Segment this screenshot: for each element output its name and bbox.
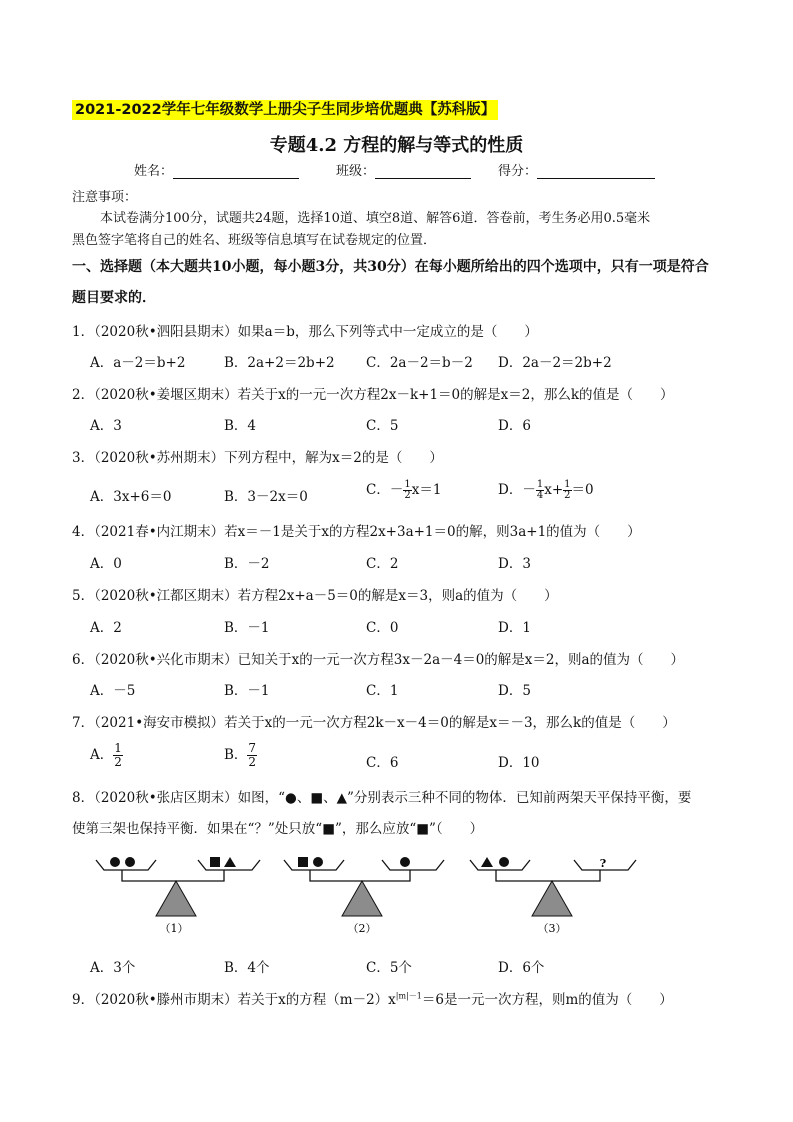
q6-option-b: B．－1	[224, 683, 270, 699]
q7-option-c: C．6	[366, 755, 399, 771]
question-2-stem: 2．（2020秋•姜堰区期末）若关于x的一元一次方程2x－k+1＝0的解是x＝2，那么k的值是（ ）	[72, 387, 674, 403]
fraction-numerator: 7	[248, 741, 257, 755]
circle-object	[110, 857, 120, 867]
q7-option-d: D．10	[498, 755, 540, 771]
circle-object	[125, 857, 135, 867]
q6-option-c: C．1	[366, 683, 399, 699]
question-7-stem: 7．（2021•海安市模拟）若关于x的一元一次方程2k－x－4＝0的解是x＝－3，那么k的值是（ ）	[72, 715, 676, 731]
square-object	[210, 857, 220, 867]
question-1-stem: 1．（2020秋•泗阳县期末）如果a＝b，那么下列等式中一定成立的是（ ）	[72, 324, 538, 340]
right-pan	[382, 860, 444, 870]
q3-option-d	[498, 478, 594, 501]
circle-object	[400, 857, 410, 867]
class-blank	[375, 164, 471, 179]
q1-option-a: A．a－2＝b+2	[90, 355, 186, 371]
fraction-denominator: 2	[248, 755, 257, 769]
circle-object	[499, 857, 509, 867]
q7-option-b-fraction	[247, 742, 257, 769]
q3-option-d-fraction-2	[563, 480, 571, 501]
balance-scale-3	[470, 857, 636, 935]
beam	[310, 870, 410, 881]
fulcrum-triangle	[342, 881, 382, 916]
square-object	[298, 857, 308, 867]
balance-scale-1	[96, 857, 260, 935]
scale-3-caption: （3）	[537, 922, 567, 935]
fraction-denominator: 2	[404, 490, 411, 501]
name-field	[134, 160, 299, 179]
question-mark: ?	[599, 857, 607, 870]
q8-option-b: B．4个	[224, 960, 270, 976]
score-label: 得分：	[498, 164, 538, 179]
fulcrum-triangle	[156, 881, 196, 916]
q4-option-c: C．2	[366, 556, 399, 572]
q4-option-d: D．3	[498, 556, 531, 572]
notice-line-2: 黑色签字笔将自己的姓名、班级等信息填写在试卷规定的位置．	[72, 233, 437, 248]
q7-option-a-fraction	[113, 742, 123, 769]
q4-option-a: A．0	[90, 556, 122, 572]
beam	[122, 870, 224, 881]
q8-option-d: D．6个	[498, 960, 545, 976]
score-field	[498, 160, 655, 179]
q3-option-d-suffix: ＝0	[571, 482, 594, 498]
beam	[496, 870, 600, 881]
notice-line-1: 本试卷满分100分，试题共24题，选择10道、填空8道、解答6道．答卷前，考生务必用0.5毫米	[100, 211, 651, 226]
q2-option-b: B．4	[224, 418, 257, 434]
question-5-stem: 5．（2020秋•江都区期末）若方程2x+a－5＝0的解是x＝3，则a的值为（ ）	[72, 588, 558, 604]
class-label: 班级：	[336, 164, 376, 179]
q6-option-d: D．5	[498, 683, 531, 699]
q9-stem-part-2: ＝6是一元一次方程，则m的值为（ ）	[421, 992, 673, 1008]
fraction-numerator: 1	[564, 479, 571, 490]
q5-option-b: B．－1	[224, 620, 270, 636]
q3-option-d-prefix: D．－	[498, 482, 536, 498]
q1-option-c: C．2a－2＝b－2	[366, 355, 473, 371]
q2-option-a: A．3	[90, 418, 122, 434]
fraction-denominator: 2	[114, 755, 122, 769]
q2-option-d: D．6	[498, 418, 531, 434]
q1-option-b: B．2a+2＝2b+2	[224, 355, 335, 371]
question-4-stem: 4．（2021春•内江期末）若x＝－1是关于x的方程2x+3a+1＝0的解，则3a+1的值为（ ）	[72, 524, 641, 540]
q7-option-b-label: B．	[224, 747, 248, 763]
q3-option-c-fraction	[403, 480, 411, 501]
worksheet-banner: 2021-2022学年七年级数学上册尖子生同步培优题典【苏科版】	[72, 100, 498, 120]
question-9-stem	[72, 988, 673, 1008]
q2-option-c: C．5	[366, 418, 399, 434]
fraction-numerator: 1	[536, 479, 544, 490]
section-heading-line-2: 题目要求的．	[72, 290, 156, 306]
balance-scale-2	[284, 857, 444, 935]
scale-1-caption: （1）	[159, 922, 189, 935]
q3-option-c-suffix: x＝1	[411, 482, 442, 498]
scale-2-caption: （2）	[347, 922, 377, 935]
circle-object	[313, 857, 323, 867]
balance-scales-figure	[90, 848, 650, 938]
question-8-stem-line-1: 8．（2020秋•张店区期末）如图，“●、■、▲”分别表示三种不同的物体．已知前两架天平保持平衡，要	[72, 790, 692, 806]
page-title: 专题4.2 方程的解与等式的性质	[269, 135, 524, 156]
class-field	[336, 160, 471, 179]
triangle-object	[481, 857, 493, 867]
q5-option-d: D．1	[498, 620, 531, 636]
notice-heading: 注意事项：	[72, 190, 138, 205]
q9-stem-part-1: 9．（2020秋•滕州市期末）若关于x的方程（m－2）x	[72, 992, 396, 1008]
q8-option-a: A．3个	[90, 960, 136, 976]
section-heading-line-1: 一、选择题（本大题共10小题，每小题3分，共30分）在每小题所给出的四个选项中，只有一项是符合	[72, 259, 709, 275]
q7-option-a	[90, 742, 123, 769]
q3-option-a: A．3x+6＝0	[90, 489, 172, 505]
question-8-stem-line-2: 使第三架也保持平衡．如果在“？”处只放“■”，那么应放“■”（ ）	[72, 821, 484, 837]
score-blank	[537, 164, 655, 179]
name-blank	[173, 164, 299, 179]
fraction-denominator: 2	[564, 490, 571, 501]
question-3-stem: 3．（2020秋•苏州期末）下列方程中，解为x＝2的是（ ）	[72, 450, 443, 466]
q6-option-a: A．－5	[90, 683, 136, 699]
q8-option-c: C．5个	[366, 960, 412, 976]
q7-option-a-label: A．	[90, 747, 114, 763]
q7-option-b	[224, 742, 257, 769]
q4-option-b: B．－2	[224, 556, 270, 572]
q3-option-d-fraction-1	[536, 480, 544, 501]
q3-option-b: B．3－2x＝0	[224, 489, 308, 505]
q3-option-d-middle: x+	[544, 482, 564, 498]
q5-option-c: C．0	[366, 620, 399, 636]
q1-option-d: D．2a－2＝2b+2	[498, 355, 612, 371]
q5-option-a: A．2	[90, 620, 122, 636]
question-6-stem: 6．（2020秋•兴化市期末）已知关于x的一元一次方程3x－2a－4＝0的解是x＝2，则a的值为（ ）	[72, 652, 685, 668]
fraction-numerator: 1	[404, 479, 411, 490]
q9-exponent: |m|－1	[395, 991, 422, 1001]
q3-option-c	[366, 478, 441, 501]
fraction-numerator: 1	[114, 741, 122, 755]
name-label: 姓名：	[134, 164, 174, 179]
triangle-object	[224, 857, 236, 867]
q3-option-c-prefix: C．－	[366, 482, 404, 498]
fraction-denominator: 4	[536, 490, 544, 501]
fulcrum-triangle	[532, 881, 572, 916]
